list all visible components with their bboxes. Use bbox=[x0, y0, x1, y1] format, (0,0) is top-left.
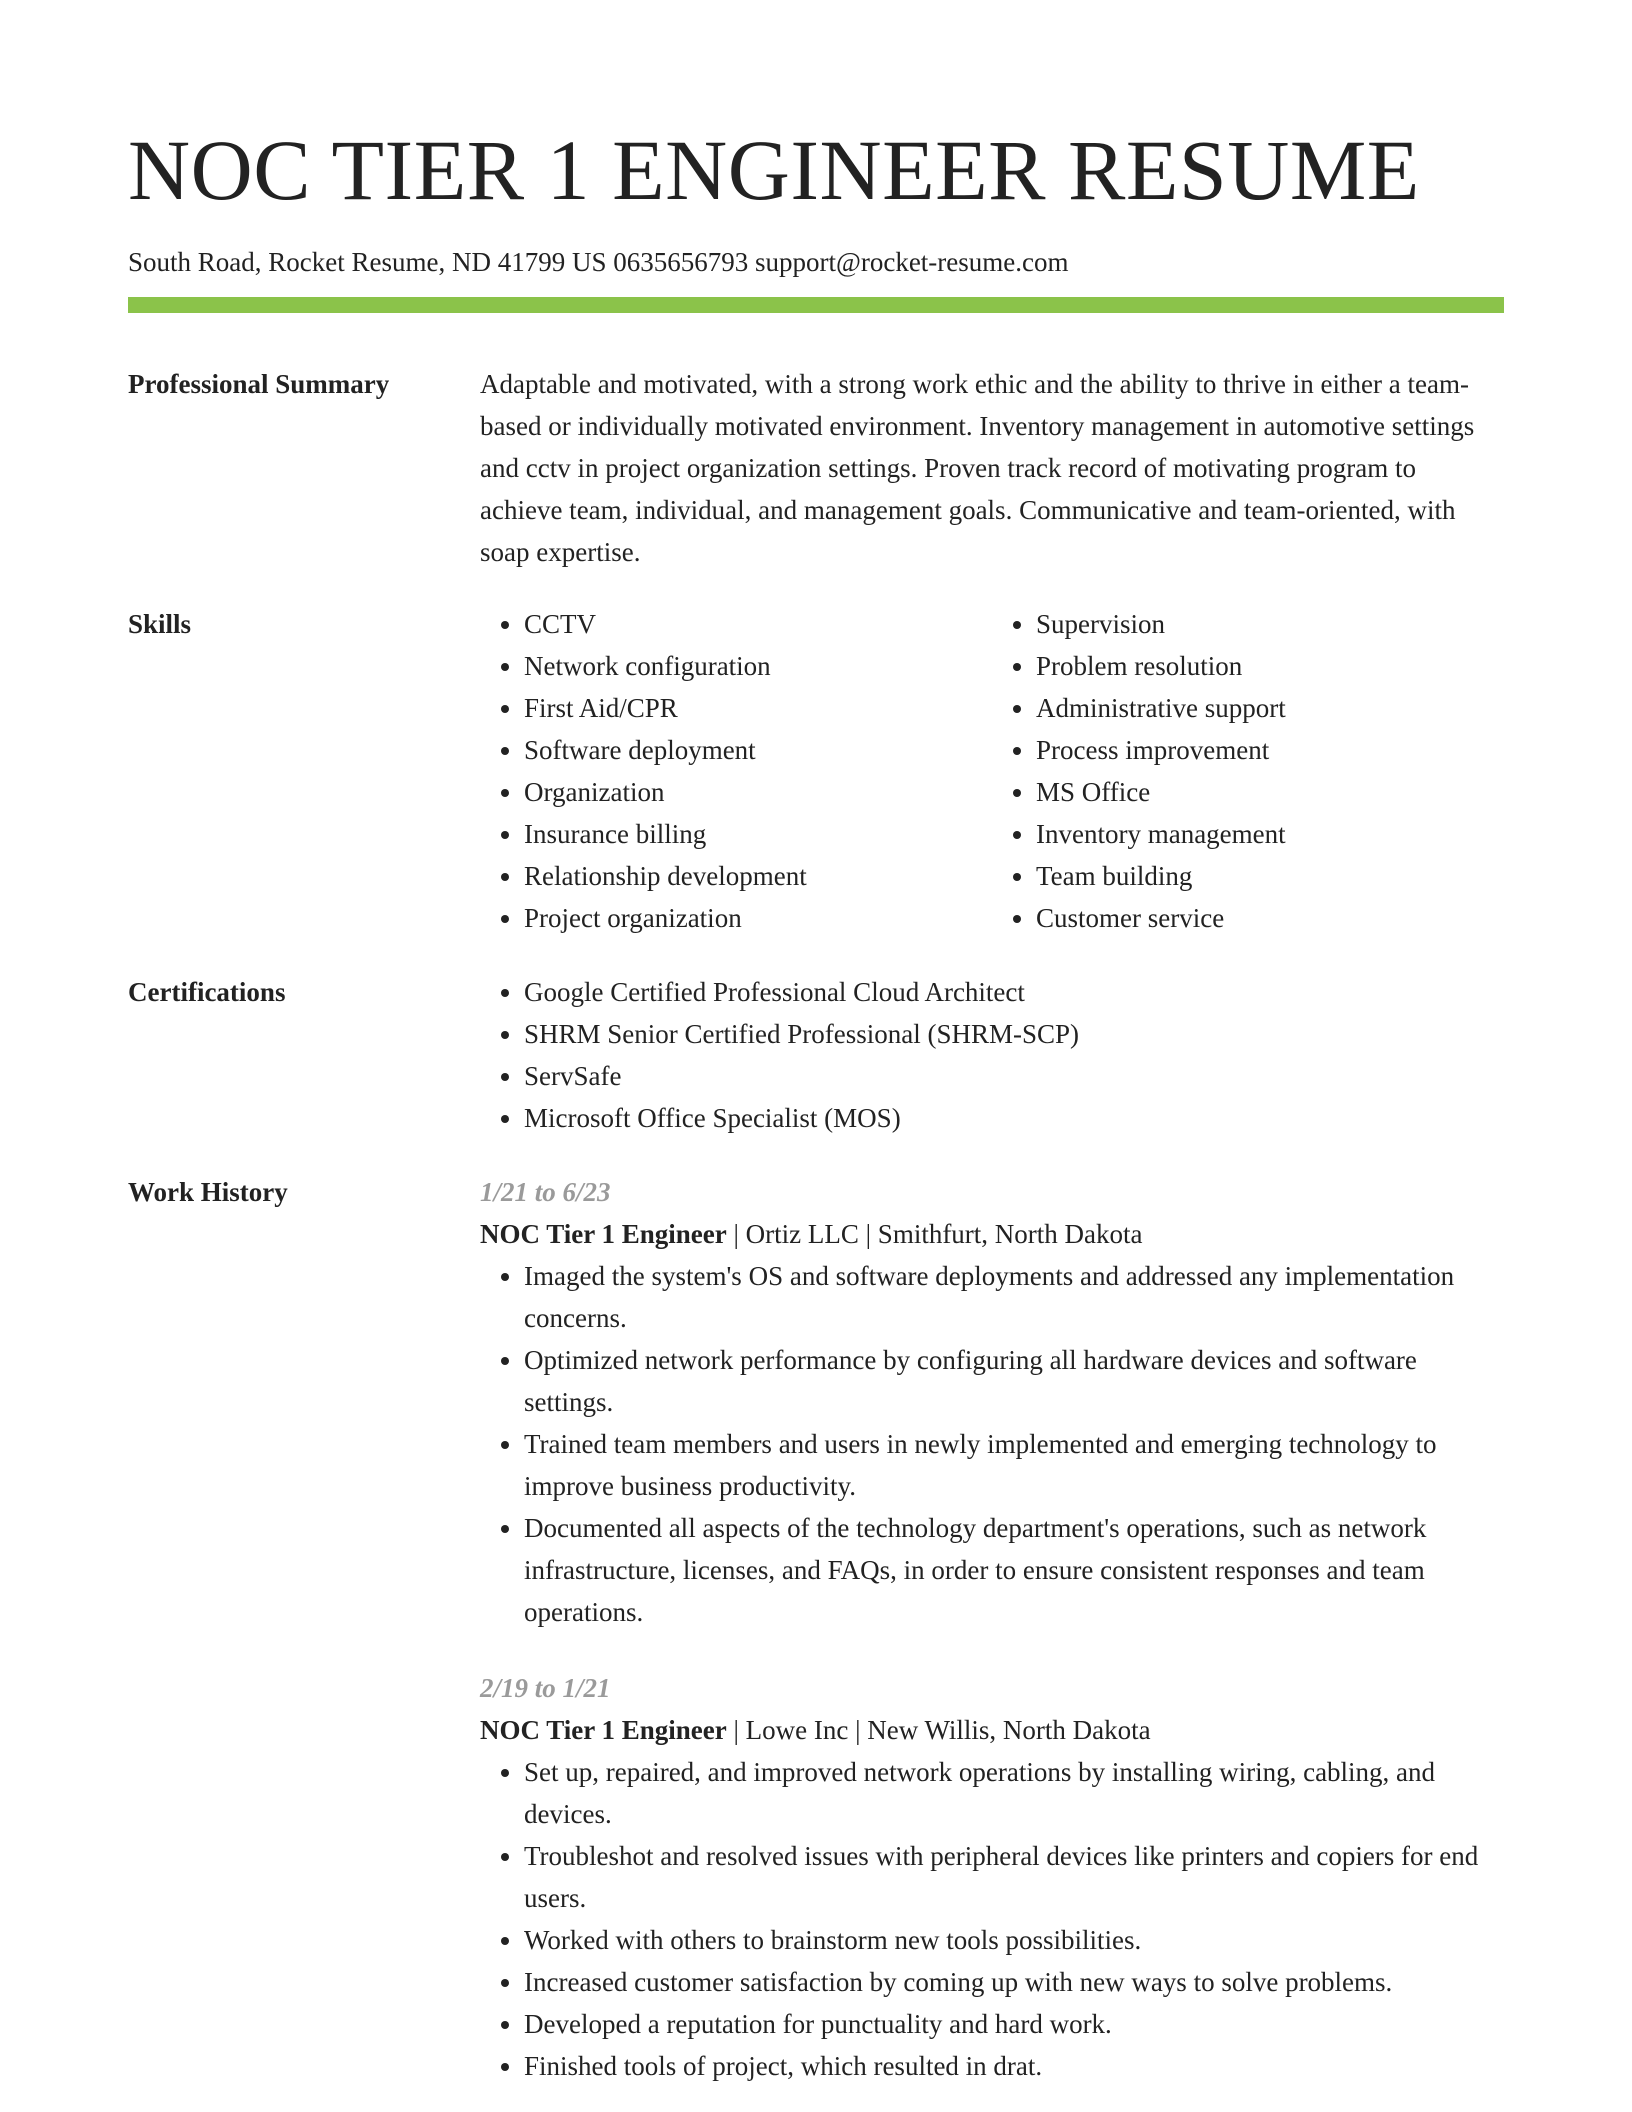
job-bullet: • Trained team members and users in newly implemented and emerging technology to improve business productivity. bbox=[524, 1423, 1504, 1507]
certifications-body bbox=[480, 971, 1504, 1139]
skill-item: • Organization bbox=[524, 771, 992, 813]
section-label-work-history: Work History bbox=[128, 1177, 288, 1207]
job-bullet: • Troubleshot and resolved issues with peripheral devices like printers and copiers for end users. bbox=[524, 1835, 1504, 1919]
job-entry bbox=[480, 1667, 1504, 2087]
job-dates: 2/19 to 1/21 bbox=[480, 1673, 611, 1703]
skill-item: • Relationship development bbox=[524, 855, 992, 897]
job-title: NOC Tier 1 Engineer bbox=[480, 1715, 727, 1745]
certification-item: • SHRM Senior Certified Professional (SHRM-SCP) bbox=[524, 1013, 1504, 1055]
certification-item: • Google Certified Professional Cloud Architect bbox=[524, 971, 1504, 1013]
section-certifications bbox=[128, 971, 1504, 1139]
job-title: NOC Tier 1 Engineer bbox=[480, 1219, 727, 1249]
resume-title: NOC TIER 1 ENGINEER RESUME bbox=[128, 122, 1420, 218]
job-bullet: • Optimized network performance by configuring all hardware devices and software settings. bbox=[524, 1339, 1504, 1423]
skill-item: • Insurance billing bbox=[524, 813, 992, 855]
job-bullets bbox=[480, 1751, 1504, 2087]
skill-item: • Supervision bbox=[1036, 603, 1504, 645]
skills-body bbox=[480, 603, 1504, 939]
certification-item: • Microsoft Office Specialist (MOS) bbox=[524, 1097, 1504, 1139]
job-heading bbox=[480, 1709, 1504, 1751]
job-heading bbox=[480, 1213, 1504, 1255]
job-dates: 1/21 to 6/23 bbox=[480, 1177, 611, 1207]
skill-item: • First Aid/CPR bbox=[524, 687, 992, 729]
section-work-history bbox=[128, 1171, 1504, 2087]
skill-item: • Project organization bbox=[524, 897, 992, 939]
job-bullet: • Finished tools of project, which resulted in drat. bbox=[524, 2045, 1504, 2087]
job-bullet: • Developed a reputation for punctuality and hard work. bbox=[524, 2003, 1504, 2045]
skills-list-right bbox=[992, 603, 1504, 939]
skill-item: • CCTV bbox=[524, 603, 992, 645]
skills-list-left bbox=[480, 603, 992, 939]
section-skills bbox=[128, 603, 1504, 939]
skill-item: • Problem resolution bbox=[1036, 645, 1504, 687]
section-label-certifications: Certifications bbox=[128, 977, 286, 1007]
skill-item: • Process improvement bbox=[1036, 729, 1504, 771]
job-bullet: • Imaged the system's OS and software deployments and addressed any implementation concerns. bbox=[524, 1255, 1504, 1339]
section-professional-summary bbox=[128, 363, 1504, 573]
job-bullet: • Documented all aspects of the technology department's operations, such as network infrastructure, licenses, and FAQs, in order to ensure consistent responses and team operations. bbox=[524, 1507, 1504, 1633]
resume-page bbox=[128, 0, 1504, 2087]
job-bullet: • Increased customer satisfaction by coming up with new ways to solve problems. bbox=[524, 1961, 1504, 2003]
skills-columns bbox=[480, 603, 1504, 939]
job-bullet: • Set up, repaired, and improved network operations by installing wiring, cabling, and devices. bbox=[524, 1751, 1504, 1835]
skill-item: • Administrative support bbox=[1036, 687, 1504, 729]
skill-item: • Inventory management bbox=[1036, 813, 1504, 855]
accent-divider bbox=[128, 297, 1504, 313]
job-entry bbox=[480, 1171, 1504, 1633]
contact-line: South Road, Rocket Resume, ND 41799 US 0635656793 support@rocket-resume.com bbox=[128, 247, 1069, 277]
skill-item: • Customer service bbox=[1036, 897, 1504, 939]
job-employer-location: | Ortiz LLC | Smithfurt, North Dakota bbox=[726, 1219, 1143, 1249]
skill-item: • MS Office bbox=[1036, 771, 1504, 813]
job-bullet: • Worked with others to brainstorm new tools possibilities. bbox=[524, 1919, 1504, 1961]
certification-item: • ServSafe bbox=[524, 1055, 1504, 1097]
skill-item: • Network configuration bbox=[524, 645, 992, 687]
summary-text: Adaptable and motivated, with a strong work ethic and the ability to thrive in either a team-based or individually motivated environment. Inventory management in automotive settings and cctv in project organization settings. Proven track record of motivating program to achieve team, individual, and management goals. Communicative and team-oriented, with soap expertise. bbox=[480, 369, 1475, 567]
section-label-skills: Skills bbox=[128, 609, 192, 639]
work-history-body bbox=[480, 1171, 1504, 2087]
job-employer-location: | Lowe Inc | New Willis, North Dakota bbox=[726, 1715, 1151, 1745]
skill-item: • Team building bbox=[1036, 855, 1504, 897]
section-label-summary: Professional Summary bbox=[128, 369, 390, 399]
skill-item: • Software deployment bbox=[524, 729, 992, 771]
job-bullets bbox=[480, 1255, 1504, 1633]
certifications-list bbox=[480, 971, 1504, 1139]
